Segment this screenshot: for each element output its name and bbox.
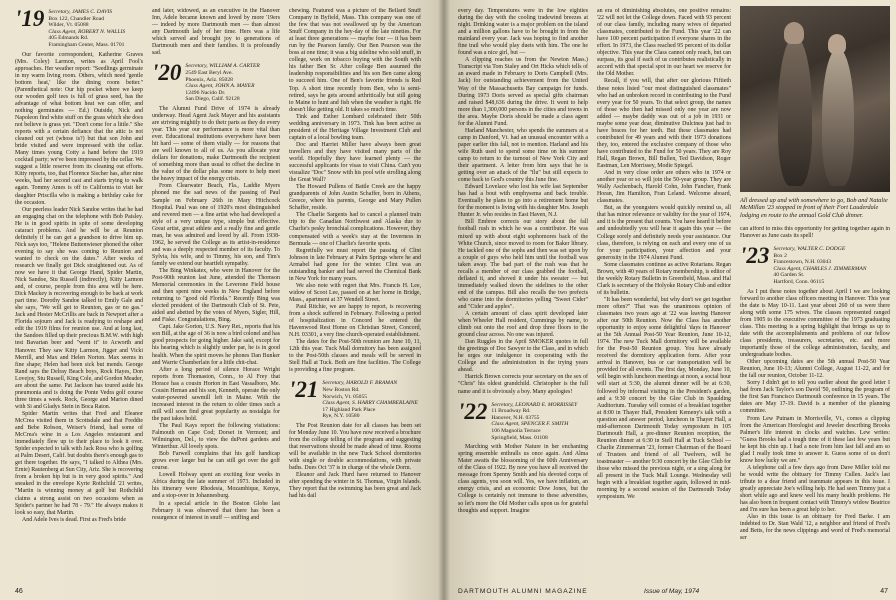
class-info: Secretary, WALTER C. DODGE Box 2 Francestown, N.H. 03043 Class Agent, CHARLES J. ZIMMERMAN 40 Garden St. Hartford, Conn. 06115 <box>773 246 867 286</box>
photo-head-woman <box>828 34 846 54</box>
class-year: '19 <box>15 8 45 31</box>
paragraph: Edward Lovelace who lost his wife last September has had a bout with emphysema and back trouble. Eventually he plans to go into a retirement home but for the moment is living with his daughter Mrs. Joseph Hunter Jr. who resides in East Haven, N.J. <box>458 184 588 219</box>
paragraph: And Adele Ives is dead. First as Fred's bride <box>22 516 126 523</box>
paragraph: every day. Temperatures were in the low eighties during the day with the cooling tradewind breezes at night. Drinking water is a major problem on the island and a million gallons have to be brought in from the mainland every year. Jack was hoping to find another fine trail who would play duets with him. The one he found was a nice girl, but — <box>458 8 588 57</box>
paragraph: and later, widowed, as an executive in the Hanover Inn, Adele became known and loved by more '19ers — indeed by more Dartmouth men — than almost any Dartmouth lady of her time. Hers was a life which served and brought joy to generations of Dartmouth men and their families. It is profoundly sad. <box>152 8 280 57</box>
paragraph: After a long period of silence Horace Wright reports from Thomaston, Conn., to Al Frey that Horace has a cousin Horton in East Vassalboro, Me. Cousin Heman and his son, Kenneth, operate the only water-powered sawmill left in Maine. With the increased interest in the return to older times such a mill will soon find great popularity as nostalgia for the past takes hold. <box>152 366 280 422</box>
paragraph: A telephone call a few days ago from Dave Miller told me he would write the obituary for Timmy Cullen. Jack's last tribute to a dear friend and teammate appears in this issue. I greatly appreciate Joe's willing help. He had seen Timmy just a short while ago and knew well his many health problems. He has also been in frequent contact with Timmy's widow Beatrice and I'm sure has been a great help to her. <box>740 464 890 514</box>
paragraph: Bob Farwell complains that his golf handicap grows ever larger but he can still get over the golf course. <box>152 451 280 472</box>
paragraph: an era of diminishing absolutes, one positive remains: '22 will not let the College down. Faced with 93 percent of our class family, including many wives of departed classmates, contributed to the Fund. This year '22 can have 100 percent participation if everyone shares in the effort. In 1973, the Class reached 95 percent of its dollar objective. This year the Class cannot only reach, but can surpass, its goal if each of us contributes realistically in accord with that special spot in our heart we reserve for the Old Mother. <box>597 8 731 78</box>
paragraph: And in very close order are others who in 1974 or another year or so will join the 50-year group. They are Wally Aschenbach, Harold Cohn, John Fancher, Frank Horan, Jim Hamilton, Fran Leland. Welcome aboard, classmates. <box>597 170 731 205</box>
paragraph: Harland Manchester, who spends the summers at a camp in Danford, Vt. had an unusual encounter with a paper earlier this fall, not to mention. Harland and his wife Ruth used to spend some time on his summer camp to return to the turnout of New York City and their apartment. A letter from him says that he is getting over an attack of the "flu" but still expects to come back to God's country this June fine. <box>458 127 588 184</box>
class-year: '21 <box>289 377 319 403</box>
paragraph: Tink and Esther Lombard celebrated their 50th wedding anniversary in 1973. Tink has been active as president of the Heritage Village Investment Club and captain of a local bowling team. <box>289 113 421 141</box>
class-1919-heading <box>15 9 143 49</box>
paragraph: As I put these notes together about April I we are looking forward to another class officers meeting in Hanover. This year the date is May 10-11. Last year about 260 of us were there along with some 175 wives. The classes represented ranged from 1905 to the executive committee of the 1973 graduating class. This meeting is a spring highlight that brings us up to date with the accomplishments and problems of our fellow class presidents, treasurers, secretaries, etc. and more importantly those of the college administration, faculty, and undergraduate bodies. <box>740 288 890 359</box>
left-column-2 <box>152 8 280 583</box>
class-1921-heading <box>289 377 421 420</box>
paragraph: Spider Martin writes that Fred and Eleanor McCrea visited them in Scottsdale and that Freddie and Bebe Robson, Weiser's friend, had some of McCrea's wine in a Los Angeles restaurant and immediately flew up to their place to look it over. Spider expected to talk with Jack Ross who is golfing at Palm Desert, Calif. but doubts there's enough gas to get there together. He says, "I talked to Althea (Mrs. Ernie) Rautenberg at Sun City, Ariz. She is recovering from a broken hip but is in very good spirits." And sneaked in the envelope Kyrie Rothchild '21 writes, "Martin is winning money at golf but Rothchild claims a strong assist on two occasions when as Spider's partner he had 78 - 79." He always makes it look so easy, that Martin. <box>15 410 143 516</box>
paragraph: From Lew Putnam in Morrisville, Vt., comes a clipping from the American Horologist and Jeweler describing Brooks Palmer's life interest in clocks and watches. Lew writes: "Guess Brooks had a tough time of it these last few years but he kept his chin up. I had a note from him last fall and am so glad I really took time to answer it. Guess some of us don't know how lucky we are." <box>740 415 890 464</box>
photo-mcmillans <box>740 6 890 192</box>
paragraph: The dates for the Post-50th reunion are June 10, 11, 12th this year. Tuck Mall dormitory has been assigned to the Post-50th classes and meals will be served in Stell Hall at Tuck. Both are fine facilities. The College is providing a fine program. <box>289 339 421 374</box>
class-info: Secretary, HAROLD F. BRAMAN New Boston Rd. Norwich, Vt. 05055 Class Agent, S. HARRY CHAMBERLAINE 17 Highland Park Place Rye, N.Y. 10580 <box>322 380 418 420</box>
paragraph: chewing. Featured was a picture of the Bellard Snuff Company in Byfield, Mass. This company was one of the few that was not swallowed up by the American Snuff Company in the hey-day of the late nineties. For at least three generations — maybe four — it has been run by the Pearson family. Our Ben Pearson was the boss at one time; it was a big sideline who sold snuff, in college, work on tobacco buying with the South with his father Ben Sr. After college Ben assumed the leadership responsibilities and his son Ben came along to succeed him. One of Ben's favorite friends is Red Top. A short time recently from Ben, who is semi-retired, says he gets around arthritically but still going to Maine to hunt and fish when the weather is right. He doesn't like getting old. It takes so much time. <box>289 8 421 113</box>
paragraph: Our favorite correspondent, Katherine Graves (Mrs. Coley) Larmon, writes as April Fool's approaches. Her weather report: "Seedlings germinate in my warm living room. Others, which need 'gentle bottom heat,' like the dining room better." (Parenthetical note: Our hip pocket where we keep our wooden golf tees is full of grass seed, has the advantage of what bottom heat we can offer, and nothing germinates — Ed.) Outside, Nick and Napoleon find white stuff on the grass which she does not believe is grass yet. "Don't come for a little." She reports with a certain defiance that the attic is not cleaned out yet (whose is?) but that son John and bride visited and were impressed with the cellar. Many times young Cotty a hand before the 1919 cocktail party; we've been impressed by the cellar. We suggest a little reserve from its cleaning out efforts. Kitty reports, too, that Florence Sischer has, after nine weeks, had her second cast and starts trying to walk again. Tommy Ames is off to California to visit her daughter Priscilla who is making a birthday cake for the occasion. <box>15 51 143 206</box>
paragraph: The Paul Kays report the following visitations: Falmouth on Cape Cod; Dorset in Vermont; and Wilmington, Del., to view the duPont gardens and Winterthur. All lovely spots. <box>152 423 280 451</box>
paragraph: A clipping reaches us from the Newton Mass.) Transcript via Tom Staley and Ort Hicks which tells of an award made in February to Doris Campbell (Mrs. Jack) for outstanding achievement from the United Way of the Massachusetts Bay campaign for funds. During 1973 Doris served as special gifts chairman and raised $48,636 during the drive. It went to help more than 1,300,000 persons in the cities and towns in the area. Maybe Doris should be made a class agent for the Alumni Fund. <box>458 57 588 127</box>
page-number: 46 <box>15 588 23 595</box>
paragraph: Other upcoming dates are the 5th annual Post-50 Year Reunion, June 10-13; Alumni College, August 11-22, and for the fall our reunion, October 11-12. <box>740 359 890 380</box>
paragraph: Dan Ruggles in the April SMOKER quotes in full the greetings of Doc Sawyer to the Class, and in which he urges our indulgence in cooperating with the College and the administration in the trying years ahead. <box>458 339 588 374</box>
left-column-3 <box>289 8 421 583</box>
paragraph: Marching with Mother Nature in her enchanting spring ensemble enthralls us once again. And Alma Mater awaits the blossoming of the 60th Anniversary of the Class of 1922. By now you have all received the message from Spenny Smith and his devoted corps of class agents, you soon will. Yes, we have inflation, an energy crisis, and an economic Dow Jones, but the College is certainly not immune to these adversities, so let's more the Old Mother calls upon us for grateful thoughts and support. Imagine <box>458 444 588 514</box>
paragraph: Regretfully we must report the passing of Clint Johnson in late February at Palm Springs where he and Armabel had gone for the winter. Clint was an outstanding banker and had served the Chemical Bank in New York for many years. <box>289 247 421 282</box>
paragraph: Sorry I didn't get to tell you earlier about the good letter I had from Jack Taylor's son David '50, outlining the program of the first San Francisco Dartmouth conference in 15 years. The dates are May 17-19. David is a member of the planning committee. <box>740 380 890 415</box>
paragraph: Capt. Jake Gorton, U.S. Navy Ret., reports that his son Bill, at the age of 36 is now a bird colonel and has good prospects for going higher. Jake said, except for his hearing which is slightly under par, he is in good health. When the spirit moves he phones Dan Bunker and Warrie Chamberlain for a little chit-chat. <box>152 324 280 366</box>
paragraph: Paul Ritchie, we are happy to report, is recovering from a shock suffered in February. Following a period of hospitalization in Concord he entered the Havenwood Rest Home on Christian Street, Concord, N.H. 03301, a very fine church-operated establishment. <box>289 303 421 339</box>
paragraph: We also note with regret that Mrs. Francis H. Lee, widow of Scoot Lee, passed on at her home in Bridge, Mass., apartment at 37 Wendell Street. <box>289 282 421 303</box>
paragraph: Recall, if you will, that after our glorious Fiftieth these notes listed "our most distinguished classmates" who had an unbroken record in contributing to the Fund every year for 50 years. To that select group, the names of those who then had missed only one year are now added — maybe daddy was out of a job in 1931 or maybe some year dear, diminutive Dulcinea just had to have braces for her teeth. But these classmates had contributed for 49 years and with their 1973 donations they, too, entered the exclusive company of those who have contributed to the Fund for 50 years. They are Roy Hall, Regan Brown, Bill Bullen, Ted Davidson, Roger Eastman, Len Morrissey, Modie Spiegel. <box>597 78 731 170</box>
class-info: Secretary, WILLIAM A. CARTER 2549 East Beryl Ave. Phoenix, Ariz. 85028 Class Agent, JOHN A. MAYER 12496 Nacido Dr. San Diego, Calif. 92128 <box>185 63 260 103</box>
paragraph: "It has been wonderful, but why don't we get together more often?" That was the unanimous opinion of classmates two years ago at '22 was leaving Hanover after our 50th Reunion. Now the Class has another opportunity to enjoy some delightful 'days in Hanover' at the 5th Annual Post-50 Year Reunion, June 10-12, 1974. The new Tuck Mall dormitory will be available for the Post-50 Reunion group. You have already received the dormitory application form. After your arrival in Hanover, bus or car transportation will be provided for all events. The first day, Monday, June 10, will begin with luncheon meetings at noon, a social hour will start at 5:30, the alumni dinner will be at 6:30, followed by informal visiting in the President's garden, and a 9:30 concert by the Glee Club in Spaulding Auditorium. Tuesday will consist of a breakfast together at 8:00 in Thayer Hall, President Kemeny's talk with a question and answer period, luncheon in Thayer Hall, a mid-afternoon Dartmouth Today symposium in 105 Dartmouth Hall, a pre-dinner Reunion reception, the Reunion dinner at 6:30 in Stell Hall at Tuck School — Charlie Zimmerman '23, former Chairman of the Board of Trustees and friend of all Twelvers, will be toastmaster — another 9:30 concert by the Glee Club for those who missed the previous night, or a sing along for all present in the Tuck Mall Lounge. Wednesday will begin with a breakfast together again, followed in mid-morning by a second session of the Dartmouth Today symposium. We <box>597 296 731 501</box>
paragraph: In a special article in the Boston Globe last February it was observed that there has been a resurgence of interest in snuff — sniffing and <box>152 500 280 521</box>
paragraph: The Post Reunion date for all classes has been set for Monday June 10. You have now received a brochure from the college telling of the program and suggesting that reservations should be made ahead of time. Rooms will be available in the new Tuck School dormitories with single or double accommodations, with private baths. Dues Oct '37 is in charge of the whole Dorm. <box>289 423 421 472</box>
paragraph: Some classmates continue as active Rotarians. Regan Brown, with 40 years of Rotary membership, is editor of the weekly Rotary Bulletin in Greenfield, Mass. and Hal Clark is secretary of the Holyoke Rotary Club and editor of its bulletin. <box>597 261 731 296</box>
photo-figure-woman <box>822 48 854 186</box>
class-info: Secretary, LEONARD E. MORRISSEY 11 Broadway Rd. Hanover, N.H. 03755 Class Agent, SPENCER F. SMITH 106 Magnolia Terrace Springfield, Mass. 01108 <box>491 401 578 441</box>
paragraph: The Alumni Fund Drive of 1974 is already underway. Head Agent Jack Mayer and his assistants are striving mightily to do their parts as they do every year. This year our performance is more vital than ever. Educational institutions everywhere have been hit hard — some of them vitally — for reasons that are well known to all of us. As you allocate your dollars for donations, make Dartmouth the recipient of something more than usual to offset the decline in the value of the dollar plus some more to help meet the heavy impact of the energy crisis. <box>152 105 280 183</box>
paragraph: Doc and Harriet Miller have always been great travellers and they have visited many parts of the world. Hopefully they have learned plenty — the successful applicants for visas to visit China. Can't you visualize "Doc" Snow with his pool wife strolling along the Great Wall? <box>289 141 421 184</box>
paragraph: The Charlie Sargents had to cancel a planned train trip to the Canadian Northwest and Alaska due to Charlie's pesky bronchial complications. However, they compensated with a week's stay at the Inverness in Bermuda — one of Charlie's favorite spots. <box>289 212 421 247</box>
class-1923-heading <box>740 243 890 286</box>
paragraph: Bill Embree corrects our story about the fall football rush in which he was a contributor. He was mixed up with about eight sophomores back of the White Church, since moved to room for Baker library. He tackled one of the sophs and then was set upon by a couple of guys who held him until the football was taken away. The bad part of the rush was that he recalls a member of our class grabbed the football, deflated it, and shoved it under his sweater — but immediately walked down the sidelines to the other end of the campus. Bill also recalls the two prefects who came into the dormitories yelling "Sweet Cider" and "Cider and apples". <box>458 219 588 310</box>
photo-head-man <box>784 22 804 44</box>
class-info: Secretary, JAMES C. DAVIS Box 122, Chandler Road Wilder, Vt. 05088 Class Agent, ROBERT N. WALLIS 405 Edmands Rd. Framingham Center, Mass. 01701 <box>48 9 126 48</box>
photo-figure-man <box>778 36 812 186</box>
paragraph: The Howard Pullens of Battle Creek are the happy grandparents of John Austin Schaffer, born in Athens, Greece, where his parents, George and Mary Pullen Schaffer, reside. <box>289 184 421 212</box>
paragraph: Harrick Brown corrects your secretary on the sex of "Chris" his oldest grandchild. Christopher is the full name and it is obviously a boy. Many apologies! <box>458 374 588 395</box>
photo-caption: All dressed up and with somewhere to go, Bob and Natalie McMillan '23 stopped in front of their Fort Lauderdale lodging en route to the annual Gold Club dinner. <box>740 197 888 219</box>
class-year: '22 <box>458 398 488 424</box>
right-column-3 <box>740 226 890 581</box>
right-page <box>444 0 896 600</box>
paragraph: But, as the youngsters would quickly remind us, all that has minor relevance or validity for the year of 1974, and it is the present that counts. You have heard it before and undoubtedly you will hear it again this year — the College sorely and definitely needs your assistance. Our class, therefore, is relying on each and every one of us for your participation, your affection and your generosity in the 1974 Alumni Fund. <box>597 205 731 261</box>
paragraph: Our peerless leader Nick Sandoe writes that he had an engaging chat on the telephone with Bob Paisley. He is in good spirits in spite of some developing cataract problems. And he will be at Reunion definitely if he can get a grandson to drive him up. Nick says too, "Helene Buttenwieser phoned the other evening to say she was coming to Reunion and wanted to check on the dates." After weeks of research we finally got Dick straightened out. As of now we have it that George Hand, Spider Martin, Nick Sandoe, Stu Russell (indirectly), Kitty Larmon and, of course, people from this area will be here. Dick Mackey is recovering enough to be back at work part time. Dorothy Sandoe talked to Emily Gale and she says, "We will get to Reunion, gas or no gas." Jack and Hester McCrillis are back in Newport after a Florida sojourn and Jack is readying to reshape and edit the 1919 films for reunion use. And at long last, the Sandoes filled up their precious B.M.W. with high test Bavarian beer and "went it" to Acworth and Hanover. They saw Kitty Larmon, Jigger and Vicki Merrill, and Max and Helen Norton. Max seems in fine shape; Helen had been sick but mends. George Rand says the Delray Beach boys, Rock Hayes, Don Lovejoy, Stu Russell, King Cole, and Gordon Meader, are about the same. Pat Jackson has toured aside his pneumonia and is doing the Ponte Vedra golf course three times a week. Rock, George and Marion dined with Si and Gladys Stein in Boca Raton. <box>15 206 143 410</box>
paragraph: Eleanor and Jack Hurd have returned to Hanover after spending the winter in St. Thomas, Virgin Islands. They report that the swimming has been great and Jack had his dail <box>289 472 421 500</box>
magazine-footer-title: DARTMOUTH ALUMNI MAGAZINE <box>458 588 588 595</box>
paragraph: From Clearwater Beach, Fla., Laddie Myers phoned me the sad news of the passing of Paul Sample on February 26th in Mary Hitchcock Hospital. Paul was one of 1920's most distinguished and revered men — a fine artist who had developed a style of a very unique type, simple but effective. Great artist, great athlete and a really fine and gentle man, he was admired and loved by all. From 1938-1962, he served the College as its artist-in-residence and was a deeply respected member of its faculty. To Sylvia, his wife, and to Timmy, his son, and Tim's family we extend our heartfelt sympathy. <box>152 183 280 267</box>
left-page <box>0 0 444 600</box>
class-1920-heading <box>152 60 280 103</box>
paragraph: can afford to miss this opportunity for getting together again in Hanover as June casts its spell! <box>740 226 890 240</box>
paragraph: Lowell Holway spent an exciting four weeks in Africa during the late summer of 1973. Included in his itinerary were Rhodesia, Mozambique, Kenya, and a stop-over in Johannesburg. <box>152 472 280 500</box>
right-column-1 <box>458 8 588 583</box>
class-year: '20 <box>152 60 182 86</box>
page-number: 47 <box>880 588 888 595</box>
class-year: '23 <box>740 243 770 269</box>
paragraph: The Bing Winkatex, who were in Hanover for the Post-90th reunion last June, attended the Thomson Memorial ceremonies in the Leverone Field house and then spent nine weeks in New England before returning to "good old Florida." Recently Bing was elected president of the Dartmouth Club of St. Pete, aided and abetted by the votes of Myers, Sigler, Hill, and Fiske. Congratulations, Bing. <box>152 267 280 324</box>
right-column-2 <box>597 8 731 583</box>
paragraph: A certain amount of class spirit developed later when Wheeler Hall resident, Cummings by name, to climb out onto the roof and drop three floors to the ground clear across. No one was injured. <box>458 311 588 339</box>
class-1922-heading <box>458 398 588 442</box>
gutter-shadow <box>444 0 450 600</box>
issue-date: Issue of May, 1974 <box>644 588 700 595</box>
paragraph: Also in this issue is an obituary for Fred Barke. I am indebted to Dr. Stan Wald '12, a neighbor and friend of Fred's and Betts, for the news clippings and word of Fred's memorial ser <box>740 514 890 542</box>
left-column-1 <box>15 8 143 583</box>
